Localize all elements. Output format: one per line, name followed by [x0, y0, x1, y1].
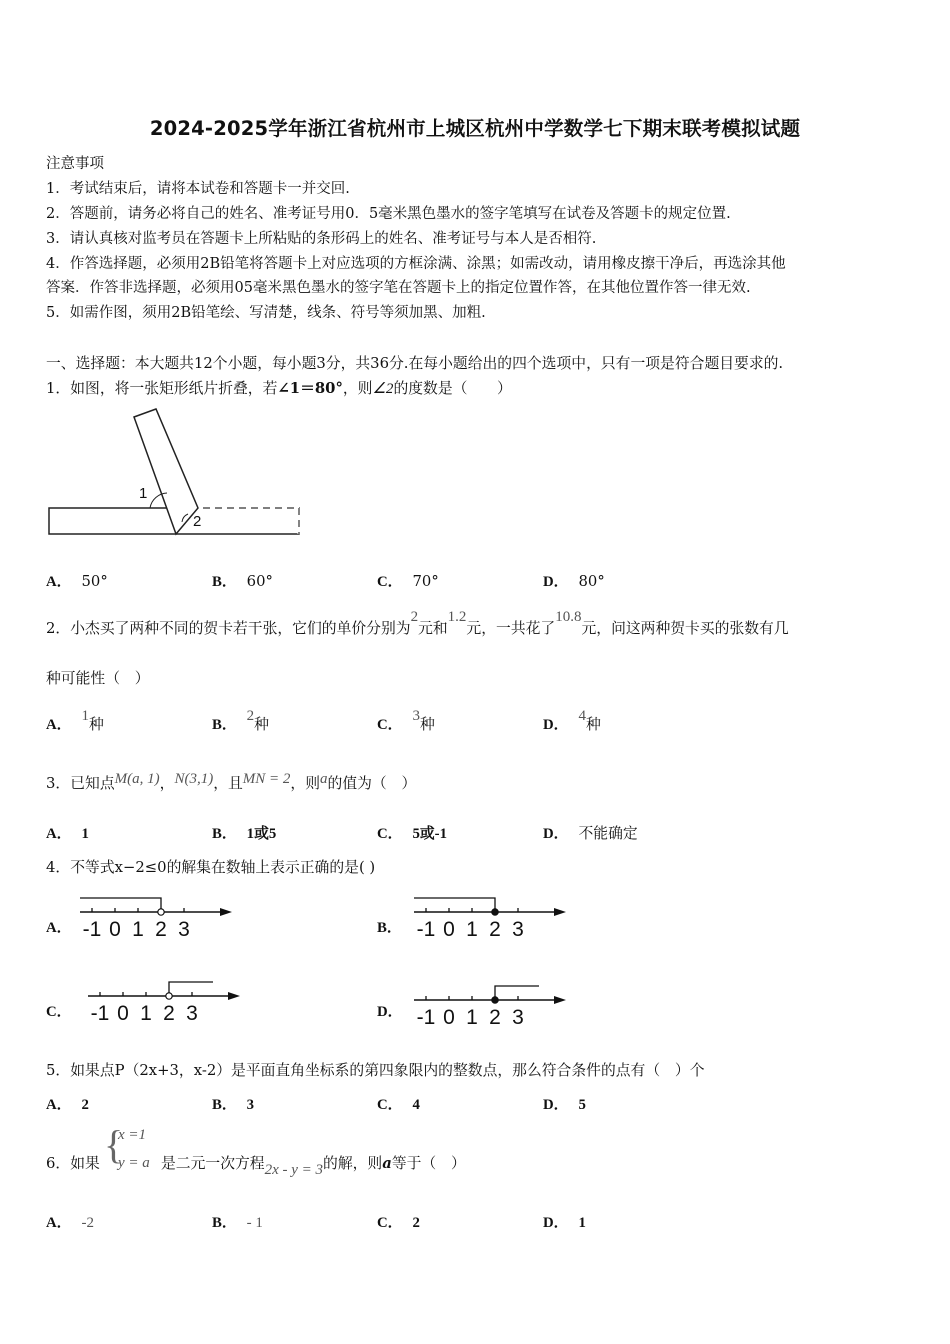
question-5: 5．如果点P（2x+3，x-2）是平面直角坐标系的第四象限内的整数点，那么符合条件的点有（ ）个	[46, 1062, 705, 1079]
option-d: D． 80°	[543, 573, 605, 590]
number-line-c	[82, 970, 252, 1030]
axis-arrow-icon	[554, 996, 566, 1004]
option-d: D． 不能确定	[543, 825, 638, 842]
system-brace: {	[104, 1122, 124, 1167]
option-b: B． 3	[212, 1097, 255, 1113]
system-eq-2: y = a	[118, 1155, 150, 1171]
question-number: 1．	[46, 380, 71, 397]
tick-label: 0	[443, 1006, 455, 1029]
question-3: 3．已知点M(a, 1)，N(3,1)，且MN = 2，则a的值为（ ）	[46, 771, 417, 792]
option-c: C． 4	[377, 1097, 420, 1113]
question-2: 2．小杰买了两种不同的贺卡若干张，它们的单价分别为2元和1.2元，一共花了10.8元，问这两种贺卡买的张数有几	[46, 609, 789, 637]
notice-item: 1．考试结束后，请将本试卷和答题卡一并交回.	[46, 181, 350, 197]
angle-1-value: ∠1＝80°	[277, 380, 343, 397]
number-line-a	[74, 886, 244, 946]
tick-label: 1	[466, 918, 478, 941]
option-a: A． 50°	[46, 573, 108, 590]
angle-label-1: 1	[139, 485, 148, 502]
option-d: D． 5	[543, 1097, 586, 1113]
tick-label: 0	[109, 918, 121, 941]
question-4: 4．不等式x−2≤0的解集在数轴上表示正确的是( )	[46, 859, 376, 876]
question-1: 1．如图，将一张矩形纸片折叠，若∠1＝80°，则∠2的度数是（ ）	[46, 380, 512, 397]
solution-ray	[169, 982, 213, 996]
notice-item: 3．请认真核对监考员在答题卡上所粘贴的条形码上的姓名、准考证号与本人是否相符.	[46, 231, 597, 247]
tick-label: 2	[489, 918, 501, 941]
tick-label: 0	[443, 918, 455, 941]
axis-arrow-icon	[220, 908, 232, 916]
tick-label: 1	[140, 1002, 152, 1025]
tick-label: -1	[416, 1006, 436, 1029]
endpoint-dot	[492, 909, 498, 915]
tick-label: -1	[90, 1002, 110, 1025]
folded-paper-figure	[46, 405, 306, 540]
option-a: A．1种	[46, 708, 104, 733]
option-c-label: C．	[46, 1004, 72, 1020]
question-6-rest: 是二元一次方程2x - y = 3的解，则a等于（ ）	[161, 1155, 466, 1178]
notice-item: 5．如需作图，须用2B铅笔绘、写清楚，线条、符号等须加黑、加粗.	[46, 305, 486, 321]
option-a-label: A．	[46, 920, 72, 936]
system-eq-1: x =1	[118, 1127, 147, 1143]
notice-heading: 注意事项	[46, 156, 104, 172]
tick-label: 0	[117, 1002, 129, 1025]
axis-arrow-icon	[228, 992, 240, 1000]
option-d: D．4种	[543, 708, 601, 733]
option-a: A． 1	[46, 826, 89, 842]
tick-label: 3	[186, 1002, 198, 1025]
notice-item: 答案．作答非选择题，必须用05毫米黑色墨水的签字笔在答题卡上的指定位置作答，在其他位置作答一律无效.	[46, 280, 751, 296]
question-6-start: 6．如果	[46, 1155, 100, 1172]
tick-label: -1	[82, 918, 102, 941]
option-d-label: D．	[377, 1004, 403, 1020]
option-b-label: B．	[377, 920, 402, 936]
option-c: C． 70°	[377, 573, 439, 590]
tick-label: 3	[512, 918, 524, 941]
option-c: C． 2	[377, 1215, 420, 1231]
endpoint-dot	[492, 997, 498, 1003]
endpoint-dot	[158, 909, 164, 915]
tick-label: -1	[416, 918, 436, 941]
notice-item: 2．答题前，请务必将自己的姓名、准考证号用0．5毫米黑色墨水的签字笔填写在试卷及答题卡的规定位置.	[46, 206, 731, 222]
option-b: B．2种	[212, 708, 269, 733]
option-c: C．3种	[377, 708, 435, 733]
tick-label: 2	[489, 1006, 501, 1029]
tick-label: 3	[178, 918, 190, 941]
endpoint-dot	[166, 993, 172, 999]
angle-label-2: 2	[193, 513, 202, 530]
option-b: B． 1或5	[212, 826, 277, 842]
option-a: A． 2	[46, 1097, 89, 1113]
page-title: 2024-2025学年浙江省杭州市上城区杭州中学数学七下期末联考模拟试题	[149, 117, 801, 140]
solution-ray	[495, 986, 539, 1000]
option-d: D． 1	[543, 1215, 586, 1231]
notice-item: 4．作答选择题，必须用2B铅笔将答题卡上对应选项的方框涂满、涂黑；如需改动，请用橡皮擦干净后，再选涂其他	[46, 256, 786, 272]
tick-label: 1	[132, 918, 144, 941]
tick-label: 2	[163, 1002, 175, 1025]
question-2-line2: 种可能性（ ）	[46, 670, 150, 687]
number-line-d	[408, 974, 578, 1034]
axis-arrow-icon	[554, 908, 566, 916]
option-b: B． 60°	[212, 573, 273, 590]
tick-label: 1	[466, 1006, 478, 1029]
number-line-b	[408, 886, 578, 946]
tick-label: 2	[155, 918, 167, 941]
option-b: B． - 1	[212, 1215, 263, 1231]
tick-label: 3	[512, 1006, 524, 1029]
option-c: C． 5或-1	[377, 826, 448, 842]
option-a: A． -2	[46, 1215, 94, 1231]
section-heading: 一、选择题：本大题共12个小题，每小题3分，共36分.在每小题给出的四个选项中，只有一项是符合题目要求的.	[46, 355, 784, 372]
